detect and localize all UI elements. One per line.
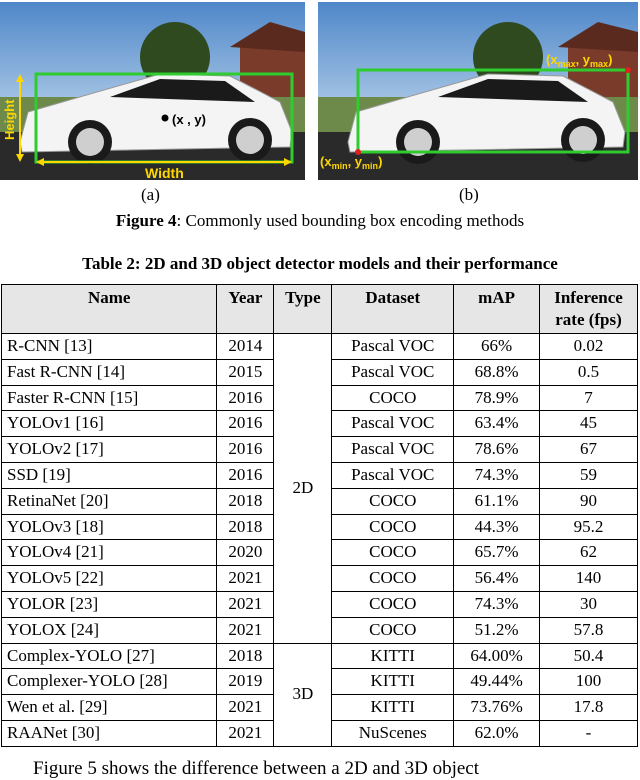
cell-year: 2018 (217, 514, 274, 540)
cell-dataset: COCO (332, 617, 454, 643)
cell-year: 2020 (217, 540, 274, 566)
figure-caption-prefix: Figure 4 (115, 211, 177, 230)
cell-map: 61.1% (454, 488, 540, 514)
cell-fps: 140 (540, 566, 638, 592)
table-header-row (2, 285, 638, 334)
cell-year: 2021 (217, 720, 274, 746)
cell-map: 68.8% (454, 359, 540, 385)
height-label: Height (2, 99, 17, 140)
cell-fps: 17.8 (540, 695, 638, 721)
cell-map: 73.76% (454, 695, 540, 721)
cell-fps: 90 (540, 488, 638, 514)
cell-name: R-CNN [13] (2, 334, 217, 360)
cell-fps: 0.5 (540, 359, 638, 385)
width-label: Width (145, 165, 184, 180)
cell-name: YOLOv3 [18] (2, 514, 217, 540)
cell-name: YOLOv4 [21] (2, 540, 217, 566)
figure-panel-a (0, 2, 305, 180)
cell-year: 2021 (217, 695, 274, 721)
cell-year: 2016 (217, 385, 274, 411)
cell-map: 65.7% (454, 540, 540, 566)
header-dataset: Dataset (332, 285, 454, 334)
max-corner-point (625, 67, 631, 73)
cell-year: 2016 (217, 462, 274, 488)
center-point (162, 115, 169, 122)
cell-map: 64.00% (454, 643, 540, 669)
cell-year: 2014 (217, 334, 274, 360)
cell-map: 44.3% (454, 514, 540, 540)
cell-name: YOLOv1 [16] (2, 411, 217, 437)
cell-dataset: KITTI (332, 669, 454, 695)
cell-year: 2021 (217, 566, 274, 592)
cell-map: 49.44% (454, 669, 540, 695)
car-image-b (318, 2, 638, 180)
cell-name: Fast R-CNN [14] (2, 359, 217, 385)
car-image-a (0, 2, 305, 180)
cell-dataset: Pascal VOC (332, 437, 454, 463)
header-name: Name (2, 285, 217, 334)
cell-fps: 62 (540, 540, 638, 566)
cell-year: 2021 (217, 591, 274, 617)
cell-year: 2021 (217, 617, 274, 643)
cell-fps: 67 (540, 437, 638, 463)
cell-name: YOLOX [24] (2, 617, 217, 643)
cell-year: 2015 (217, 359, 274, 385)
cell-dataset: Pascal VOC (332, 334, 454, 360)
cell-name: Wen et al. [29] (2, 695, 217, 721)
cell-map: 78.6% (454, 437, 540, 463)
figure-4 (0, 0, 640, 182)
cell-year: 2018 (217, 643, 274, 669)
table-body (2, 334, 638, 747)
sublabel-a: (a) (141, 185, 160, 204)
cell-map: 74.3% (454, 462, 540, 488)
cell-fps: 59 (540, 462, 638, 488)
cell-dataset: COCO (332, 514, 454, 540)
cell-fps: 95.2 (540, 514, 638, 540)
figure-caption (0, 211, 640, 231)
cell-dataset: Pascal VOC (332, 462, 454, 488)
header-map: mAP (454, 285, 540, 334)
figure-panel-b (318, 2, 638, 180)
cell-name: YOLOR [23] (2, 591, 217, 617)
cell-dataset: COCO (332, 591, 454, 617)
cell-map: 63.4% (454, 411, 540, 437)
cell-name: SSD [19] (2, 462, 217, 488)
cell-name: Complexer-YOLO [28] (2, 669, 217, 695)
cell-fps: 50.4 (540, 643, 638, 669)
cell-year: 2016 (217, 411, 274, 437)
cell-dataset: COCO (332, 488, 454, 514)
cell-dataset: KITTI (332, 643, 454, 669)
cell-year: 2018 (217, 488, 274, 514)
cell-dataset: Pascal VOC (332, 359, 454, 385)
table-caption: Table 2: 2D and 3D object detector models and their performance (82, 254, 558, 273)
cell-fps: - (540, 720, 638, 746)
cell-dataset: COCO (332, 566, 454, 592)
body-text-fragment: Figure 5 shows the difference between a 2D and 3D object (33, 758, 480, 779)
cell-dataset: KITTI (332, 695, 454, 721)
cell-fps: 45 (540, 411, 638, 437)
cell-name: YOLOv5 [22] (2, 566, 217, 592)
header-inference-rate: Inference rate (fps) (540, 285, 638, 334)
cell-map: 62.0% (454, 720, 540, 746)
cell-name: Complex-YOLO [27] (2, 643, 217, 669)
cell-year: 2019 (217, 669, 274, 695)
cell-fps: 0.02 (540, 334, 638, 360)
cell-type-3d: 3D (274, 643, 332, 746)
cell-name: RAANet [30] (2, 720, 217, 746)
cell-name: RetinaNet [20] (2, 488, 217, 514)
sublabel-b: (b) (459, 185, 479, 204)
cell-map: 78.9% (454, 385, 540, 411)
header-type: Type (274, 285, 332, 334)
cell-fps: 57.8 (540, 617, 638, 643)
cell-map: 51.2% (454, 617, 540, 643)
figure-caption-text: : Commonly used bounding box encoding methods (176, 211, 525, 230)
cell-year: 2016 (217, 437, 274, 463)
cell-dataset: COCO (332, 540, 454, 566)
cell-dataset: NuScenes (332, 720, 454, 746)
cell-type-2d: 2D (274, 334, 332, 644)
min-corner-label: ($x_{min}$, $y_{min}$) (320, 154, 383, 171)
table-row (2, 334, 638, 360)
cell-name: YOLOv2 [17] (2, 437, 217, 463)
max-corner-label: ($x_{max}$, $y_{max}$) (546, 52, 613, 69)
detector-table (1, 284, 638, 747)
cell-fps: 7 (540, 385, 638, 411)
cell-map: 56.4% (454, 566, 540, 592)
header-year: Year (217, 285, 274, 334)
cell-map: 74.3% (454, 591, 540, 617)
cell-fps: 30 (540, 591, 638, 617)
cell-dataset: COCO (332, 385, 454, 411)
cell-fps: 100 (540, 669, 638, 695)
cell-dataset: Pascal VOC (332, 411, 454, 437)
table-row (2, 643, 638, 669)
cell-map: 66% (454, 334, 540, 360)
cell-name: Faster R-CNN [15] (2, 385, 217, 411)
center-label: (x , y) (172, 112, 206, 127)
